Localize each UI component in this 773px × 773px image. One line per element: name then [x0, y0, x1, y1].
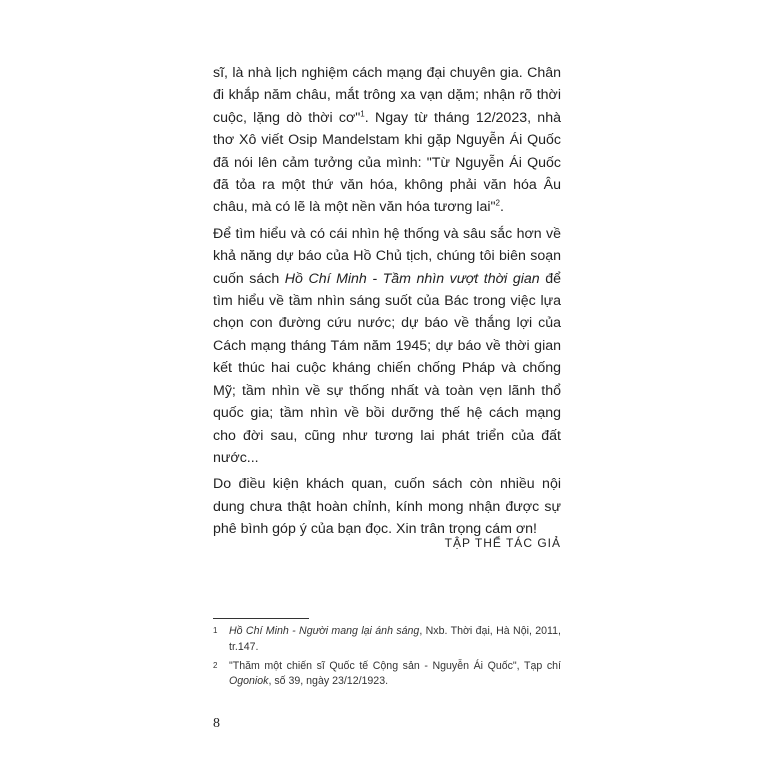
body-text	[213, 62, 561, 545]
footnote-number: 2	[213, 660, 218, 670]
footnote-divider	[213, 618, 309, 619]
footnote-ref-2: 2	[495, 198, 500, 208]
footnote-number: 1	[213, 626, 218, 635]
footnote-2: 2 "Thăm một chiến sĩ Quốc tế Cộng sản - Nguyễn Ái Quốc", Tạp chí Ogoniok, số 39, ngày 23/12/1923.	[213, 659, 561, 688]
footnote-ref-1: 1	[360, 109, 365, 119]
book-title: Hồ Chí Minh - Tầm nhìn vượt thời gian	[284, 270, 540, 287]
paragraph-2: Để tìm hiểu và có cái nhìn hệ thống và sâu sắc hơn về khả năng dự báo của Hồ Chủ tịch, chúng tôi biên soạn cuốn sách Hồ Chí Minh - Tầm nhìn vượt thời gian để tìm hiểu về tầm nhìn sáng suốt của Bác trong việc lựa chọn con đường cứu nước; dự báo về thắng lợi của Cách mạng tháng Tám năm 1945; dự báo về thời gian kết thúc hai cuộc kháng chiến chống Pháp và chống Mỹ; tầm nhìn về sự thống nhất và toàn vẹn lãnh thổ quốc gia; tầm nhìn về bồi dưỡng thế hệ cách mạng cho đời sau, cũng như tương lai phát triển của đất nước...	[213, 225, 561, 466]
paragraph-1: sĩ, là nhà lịch nghiệm cách mạng đại chuyên gia. Chân đi khắp năm châu, mắt trông xa vạn dặm; nhận rõ thời cuộc, lặng dò thời cơ"$^1$. Ngay từ tháng 12/2023, nhà thơ Xô viết Osip Mandelstam khi gặp Nguyễn Ái Quốc đã nói lên cảm tưởng của mình: "Từ Nguyễn Ái Quốc đã tỏa ra một thứ văn hóa, không phải văn hóa Âu châu, mà có lẽ là một nền văn hóa tương lai"$^2$.	[213, 65, 561, 216]
footnotes	[213, 624, 561, 693]
journal-title: Ogoniok	[229, 675, 269, 688]
footnote-1: 1 Hồ Chí Minh - Người mang lại ánh sáng, Nxb. Thời đại, Hà Nội, 2011, tr.147.	[213, 625, 561, 653]
author-signature: TẬP THỂ TÁC GIẢ	[444, 536, 561, 550]
footnote-title: Hồ Chí Minh - Người mang lại ánh sáng	[229, 625, 420, 637]
paragraph-3: Do điều kiện khách quan, cuốn sách còn nhiều nội dung chưa thật hoàn chỉnh, kính mong nhận được sự phê bình góp ý của bạn đọc. Xin trân trọng cám ơn!	[213, 476, 561, 538]
page-number: 8	[213, 716, 220, 731]
